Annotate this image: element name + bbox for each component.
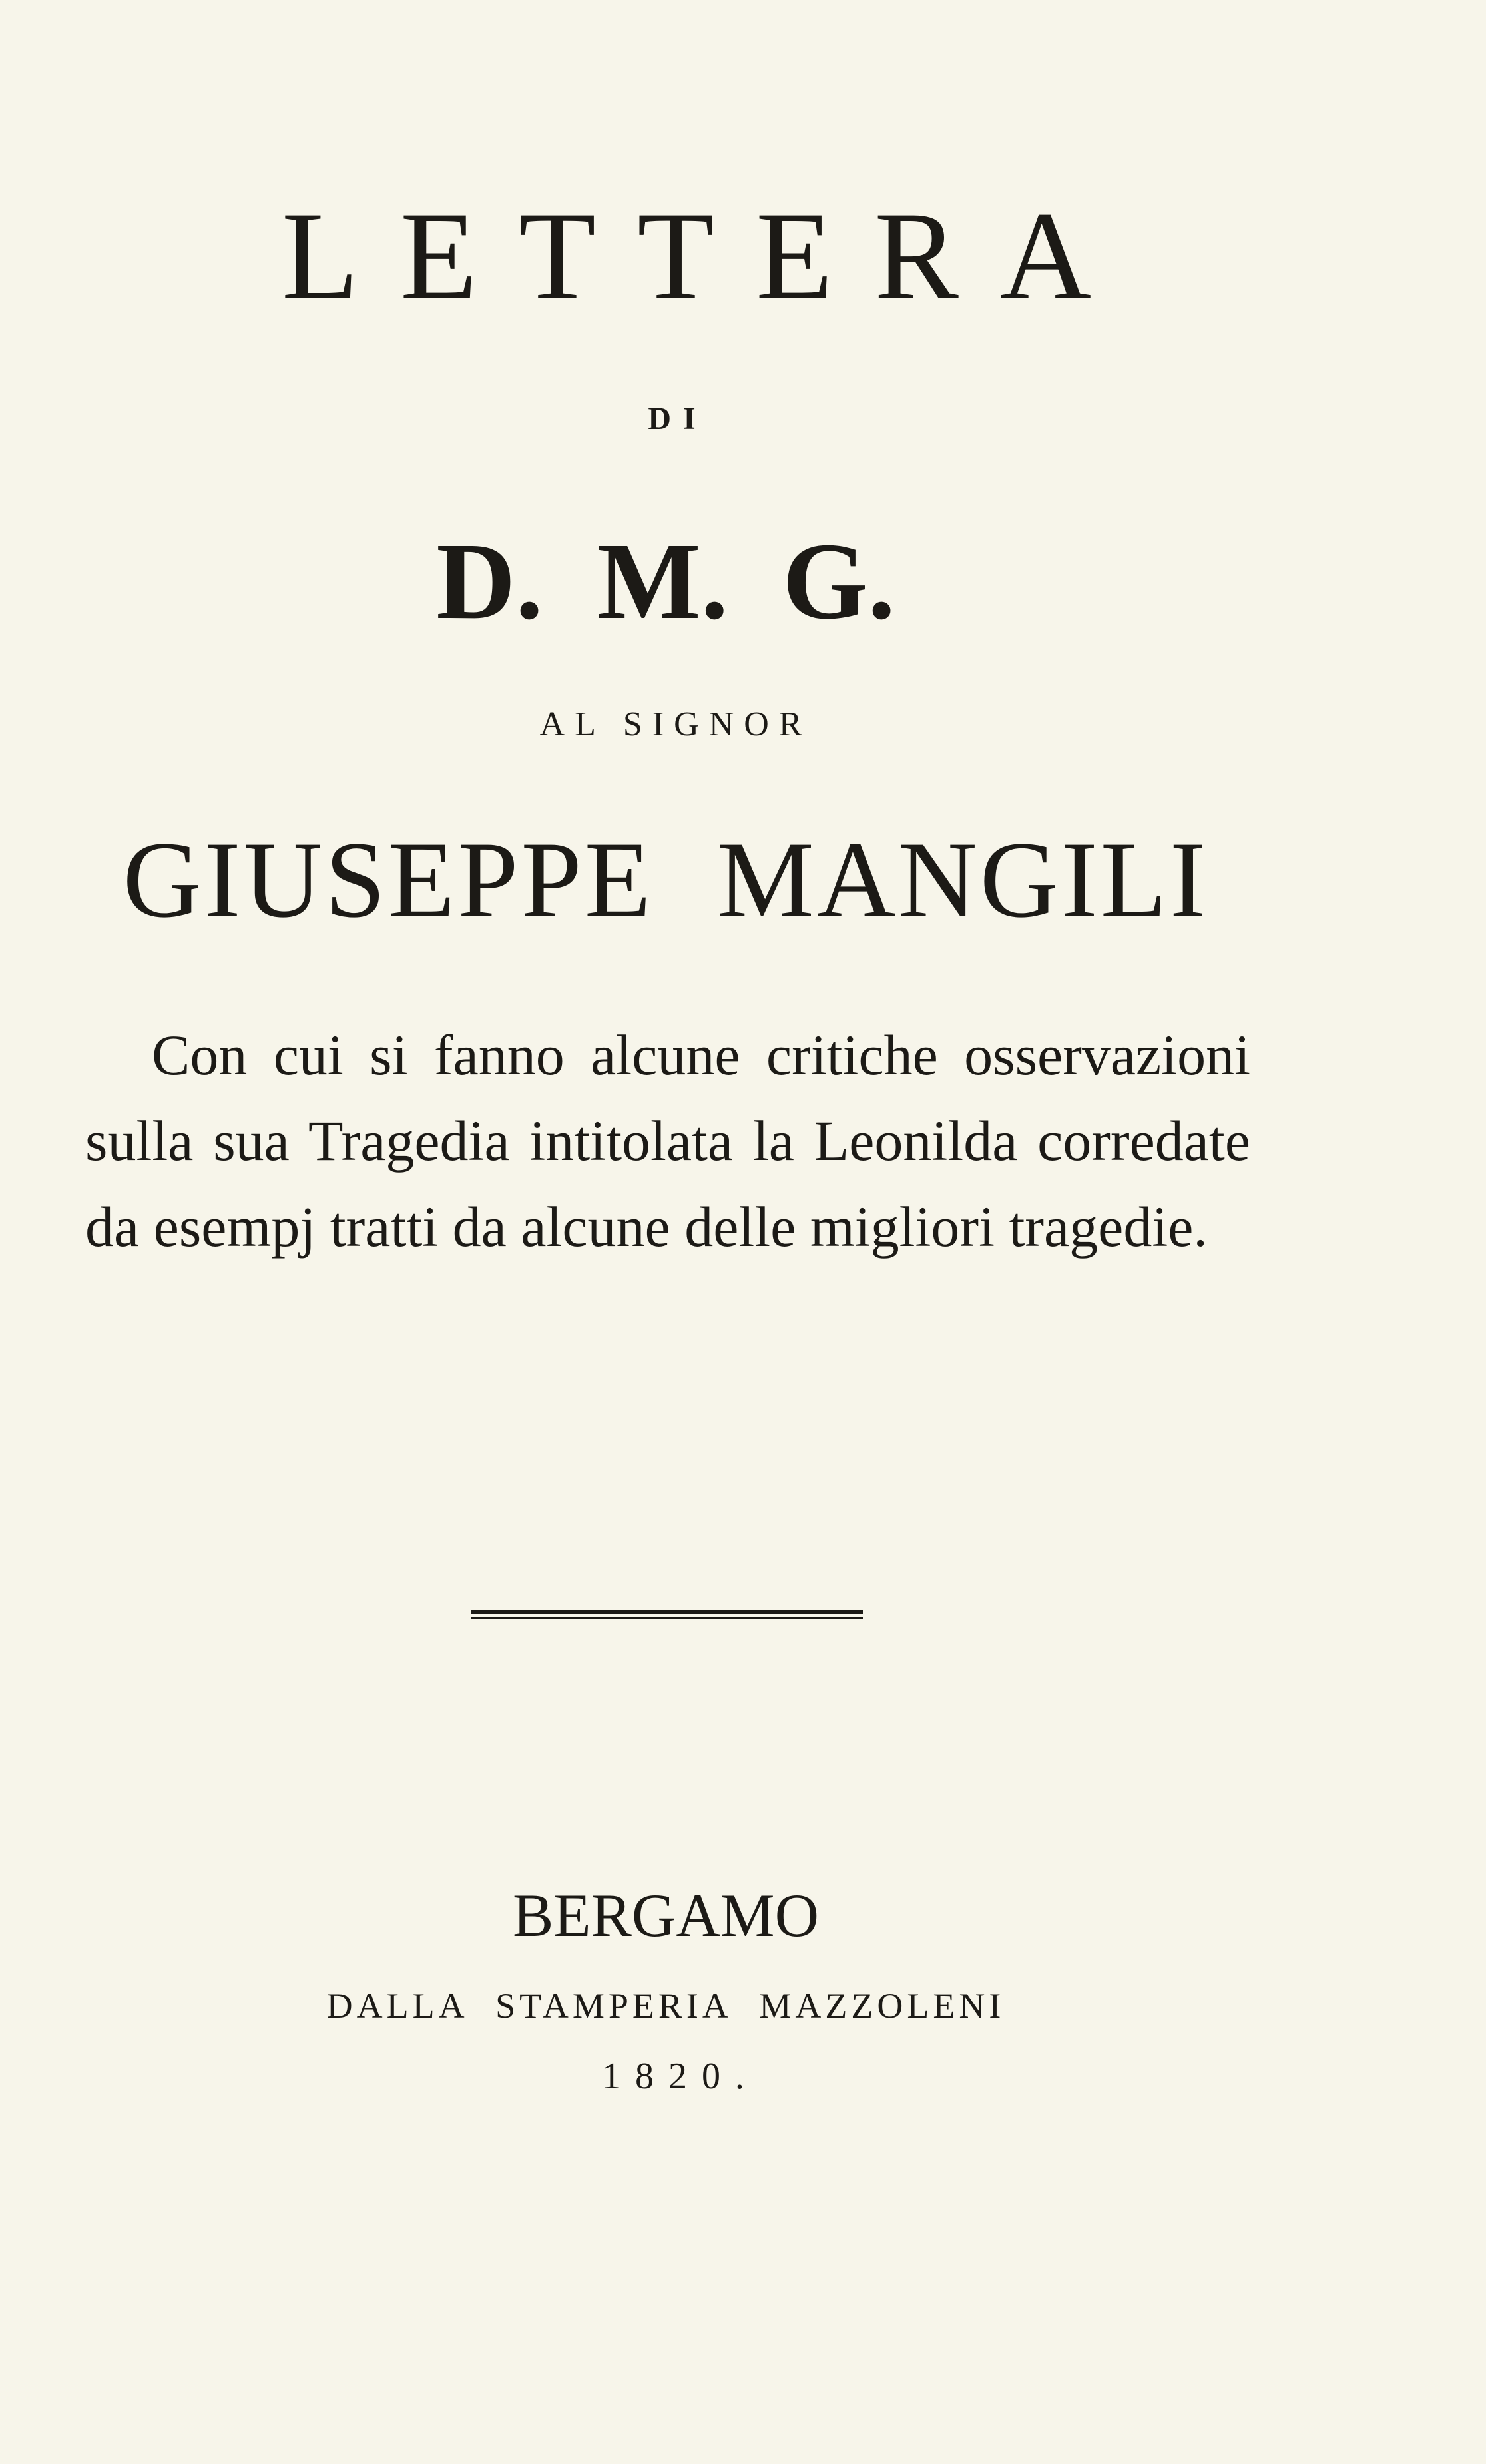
author-initials: D. M. G. xyxy=(436,520,895,642)
subtitle-description: Con cui si fanno alcune critiche osservazioni sulla sua Tragedia intitolata la Leonilda corredate da esempj tratti da alcune delle migliori tragedie. xyxy=(85,1023,1250,1259)
book-title: LETTERA xyxy=(281,186,1133,326)
addressee-intro: AL SIGNOR xyxy=(539,705,812,743)
imprint-city: BERGAMO xyxy=(512,1881,820,1949)
decorative-double-rule xyxy=(471,1610,863,1622)
imprint-printer: DALLA STAMPERIA MAZZOLENI xyxy=(326,1986,1005,2026)
byline-preposition: DI xyxy=(648,401,708,436)
imprint-year: 1820. xyxy=(602,2056,759,2097)
addressee-name: GIUSEPPE MANGILI xyxy=(123,820,1209,940)
